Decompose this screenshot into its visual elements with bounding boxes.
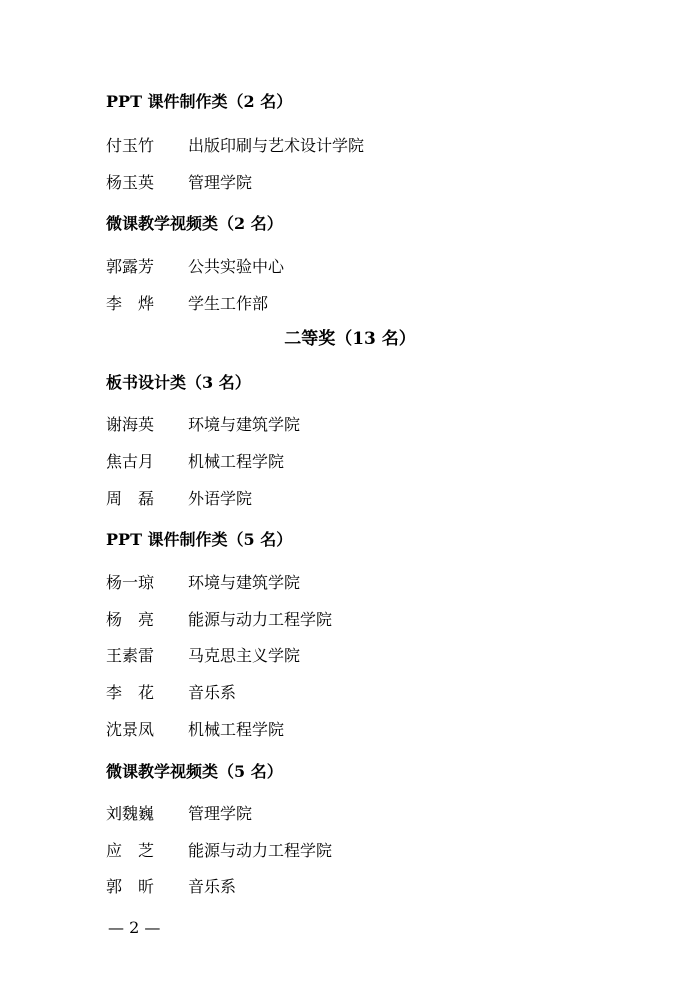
section-heading-board: 板书设计类（3 名） bbox=[106, 373, 251, 392]
section-heading-ppt: PPT 课件制作类（2 名） bbox=[106, 92, 293, 111]
awardee-name: 沈景凤 bbox=[106, 720, 155, 739]
awardee-dept: 能源与动力工程学院 bbox=[188, 610, 333, 629]
section-heading-ppt-second: PPT 课件制作类（5 名） bbox=[106, 530, 293, 549]
page-number: — 2 — bbox=[108, 918, 161, 937]
awardee-dept: 音乐系 bbox=[188, 877, 237, 896]
list-item bbox=[106, 417, 300, 433]
list-item bbox=[106, 296, 268, 312]
awardee-name: 杨一琼 bbox=[106, 573, 155, 592]
awardee-dept: 机械工程学院 bbox=[188, 720, 285, 739]
award-title: 二等奖（13 名） bbox=[284, 329, 416, 349]
list-item bbox=[106, 575, 300, 591]
list-item bbox=[106, 612, 332, 628]
awardee-name: 李 烨 bbox=[106, 294, 155, 313]
awardee-dept: 学生工作部 bbox=[188, 294, 269, 313]
awardee-name: 王素雷 bbox=[106, 646, 155, 665]
awardee-name: 李 花 bbox=[106, 683, 155, 702]
list-item bbox=[106, 722, 284, 738]
list-item bbox=[106, 843, 332, 859]
awardee-dept: 马克思主义学院 bbox=[188, 646, 301, 665]
awardee-dept: 音乐系 bbox=[188, 683, 237, 702]
awardee-dept: 公共实验中心 bbox=[188, 257, 285, 276]
awardee-name: 郭露芳 bbox=[106, 257, 155, 276]
section-heading-video: 微课教学视频类（2 名） bbox=[106, 214, 283, 233]
awardee-dept: 机械工程学院 bbox=[188, 452, 285, 471]
section-heading-video-second: 微课教学视频类（5 名） bbox=[106, 762, 283, 781]
list-item bbox=[106, 259, 284, 275]
awardee-name: 焦古月 bbox=[106, 452, 155, 471]
awardee-name: 杨玉英 bbox=[106, 173, 155, 192]
awardee-dept: 环境与建筑学院 bbox=[188, 573, 301, 592]
awardee-dept: 环境与建筑学院 bbox=[188, 415, 301, 434]
awardee-name: 杨 亮 bbox=[106, 610, 155, 629]
list-item bbox=[106, 491, 252, 507]
awardee-name: 应 芝 bbox=[106, 841, 155, 860]
awardee-name: 谢海英 bbox=[106, 415, 155, 434]
list-item bbox=[106, 806, 252, 822]
awardee-name: 郭 昕 bbox=[106, 877, 155, 896]
list-item bbox=[106, 138, 364, 154]
list-item bbox=[106, 454, 284, 470]
awardee-name: 付玉竹 bbox=[106, 136, 155, 155]
awardee-dept: 出版印刷与艺术设计学院 bbox=[188, 136, 365, 155]
awardee-name: 刘魏巍 bbox=[106, 804, 155, 823]
list-item bbox=[106, 685, 236, 701]
list-item bbox=[106, 879, 236, 895]
list-item bbox=[106, 175, 252, 191]
awardee-name: 周 磊 bbox=[106, 489, 155, 508]
list-item bbox=[106, 648, 300, 664]
awardee-dept: 能源与动力工程学院 bbox=[188, 841, 333, 860]
awardee-dept: 管理学院 bbox=[188, 804, 253, 823]
awardee-dept: 管理学院 bbox=[188, 173, 253, 192]
awardee-dept: 外语学院 bbox=[188, 489, 253, 508]
